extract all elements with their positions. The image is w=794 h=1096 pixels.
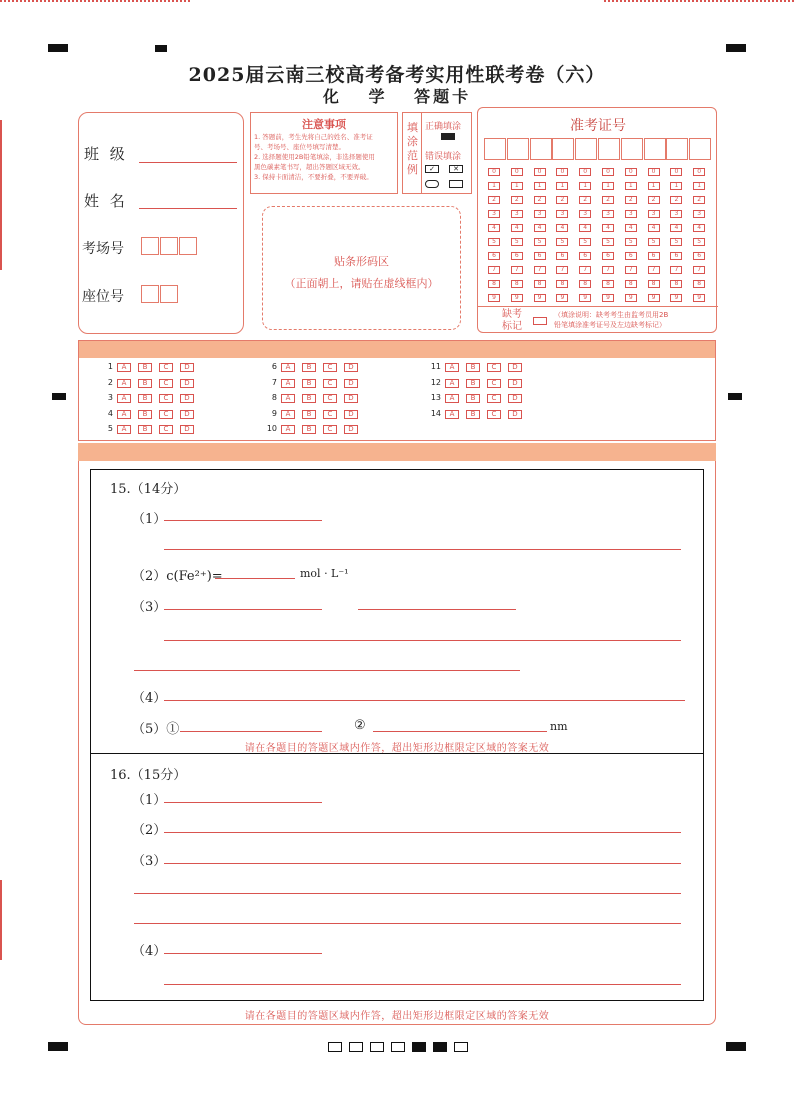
- mcq-option-bubble[interactable]: D: [508, 410, 522, 419]
- mcq-option-bubble[interactable]: A: [281, 379, 295, 388]
- admission-digit-bubble[interactable]: 8: [556, 280, 568, 288]
- wrong-fill-sample-strike: [425, 180, 439, 188]
- q16-part3-answer-line3[interactable]: [134, 923, 681, 924]
- admission-digit-bubble[interactable]: 9: [670, 294, 682, 302]
- mcq-option-bubble[interactable]: A: [117, 379, 131, 388]
- mcq-option-bubble[interactable]: D: [344, 363, 358, 372]
- admission-digit-bubble[interactable]: 5: [670, 238, 682, 246]
- admission-digit-bubble[interactable]: 1: [579, 182, 591, 190]
- mcq-option-bubble[interactable]: C: [323, 363, 337, 372]
- admission-number-cell[interactable]: [484, 138, 506, 160]
- room-digit-box[interactable]: [160, 237, 178, 255]
- q15-part2-unit: mol · L⁻¹: [300, 567, 349, 580]
- admission-digit-bubble[interactable]: 2: [556, 196, 568, 204]
- q16-part4-answer[interactable]: [164, 953, 322, 954]
- mcq-option-bubble[interactable]: C: [487, 363, 501, 372]
- mcq-option-bubble[interactable]: D: [344, 410, 358, 419]
- fill-example-label: 填涂范例: [407, 121, 418, 176]
- admission-digit-bubble[interactable]: 9: [579, 294, 591, 302]
- timing-mark: [48, 1042, 68, 1051]
- q15-part5-answer-b[interactable]: [373, 731, 547, 732]
- admission-digit-bubble[interactable]: 8: [511, 280, 523, 288]
- mcq-question-number: 10: [266, 424, 277, 433]
- page-marker: [412, 1042, 426, 1052]
- admission-digit-bubble[interactable]: 5: [648, 238, 660, 246]
- admission-digit-bubble[interactable]: 2: [670, 196, 682, 204]
- class-label: 班 级: [84, 145, 128, 163]
- free-response-header-band-fill: [78, 443, 716, 461]
- admission-digit-bubble[interactable]: 4: [556, 224, 568, 232]
- mcq-question-number: 9: [271, 408, 277, 418]
- absent-mark-label: 缺考标记: [502, 309, 522, 332]
- absent-note: 铅笔填涂准考证号及左边缺考标记）: [554, 321, 666, 329]
- admission-digit-bubble[interactable]: 3: [625, 210, 637, 218]
- admission-digit-bubble[interactable]: 8: [602, 280, 614, 288]
- mcq-option-bubble[interactable]: C: [323, 410, 337, 419]
- mcq-option-bubble[interactable]: C: [159, 363, 173, 372]
- admission-digit-bubble[interactable]: 3: [511, 210, 523, 218]
- admission-digit-bubble[interactable]: 6: [488, 252, 500, 260]
- admission-digit-bubble[interactable]: 5: [625, 238, 637, 246]
- mcq-option-bubble[interactable]: C: [323, 379, 337, 388]
- admission-digit-bubble[interactable]: 1: [625, 182, 637, 190]
- q15-part5-answer-a[interactable]: [180, 731, 322, 732]
- mcq-option-bubble[interactable]: D: [180, 394, 194, 403]
- admission-digit-bubble[interactable]: 1: [556, 182, 568, 190]
- mcq-question-number: 2: [107, 377, 113, 387]
- admission-digit-bubble[interactable]: 0: [511, 168, 523, 176]
- mcq-option-bubble[interactable]: D: [508, 363, 522, 372]
- mcq-option-bubble[interactable]: D: [508, 379, 522, 388]
- admission-digit-bubble[interactable]: 9: [511, 294, 523, 302]
- admission-digit-bubble[interactable]: 8: [693, 280, 705, 288]
- admission-digit-bubble[interactable]: 7: [602, 266, 614, 274]
- admission-digit-bubble[interactable]: 3: [488, 210, 500, 218]
- admission-digit-bubble[interactable]: 3: [648, 210, 660, 218]
- barcode-instruction: （正面朝上，请贴在虚线框内）: [284, 277, 439, 290]
- mcq-option-bubble[interactable]: B: [302, 394, 316, 403]
- admission-digit-bubble[interactable]: 8: [670, 280, 682, 288]
- admission-digit-bubble[interactable]: 4: [648, 224, 660, 232]
- admission-digit-bubble[interactable]: 7: [625, 266, 637, 274]
- room-digit-box[interactable]: [141, 237, 159, 255]
- answer-sheet-subtitle: 化 学 答题卡: [322, 87, 472, 106]
- q15-part1-answer[interactable]: [164, 520, 322, 521]
- admission-digit-bubble[interactable]: 3: [693, 210, 705, 218]
- mcq-option-bubble[interactable]: B: [138, 410, 152, 419]
- wrong-fill-sample-check: ✓: [425, 165, 439, 173]
- q15-part4-answer[interactable]: [164, 700, 685, 701]
- admission-digit-bubble[interactable]: 3: [602, 210, 614, 218]
- name-label: 姓 名: [84, 192, 128, 210]
- q15-part1-answer-line2[interactable]: [164, 549, 681, 550]
- question-16-title: 16.（15分）: [110, 768, 187, 783]
- notice-line: 3. 保持卡面清洁，不要折叠，不要弄破。: [254, 173, 373, 181]
- admission-digit-bubble[interactable]: 6: [556, 252, 568, 260]
- admission-digit-bubble[interactable]: 7: [670, 266, 682, 274]
- admission-number-cell[interactable]: [644, 138, 666, 160]
- left-edge-line: [0, 120, 2, 270]
- admission-digit-bubble[interactable]: 7: [556, 266, 568, 274]
- admission-digit-bubble[interactable]: 7: [648, 266, 660, 274]
- q15-part4-label: （4）: [132, 691, 167, 706]
- barcode-label: 贴条形码区: [334, 255, 389, 268]
- mcq-option-bubble[interactable]: D: [508, 394, 522, 403]
- mcq-question-number: 6: [271, 362, 277, 371]
- admission-digit-bubble[interactable]: 2: [488, 196, 500, 204]
- notice-box: [250, 112, 398, 194]
- admission-digit-bubble[interactable]: 6: [625, 252, 637, 260]
- mcq-option-bubble[interactable]: A: [117, 394, 131, 403]
- admission-digit-bubble[interactable]: 1: [670, 182, 682, 190]
- fill-example-box: [402, 112, 472, 194]
- admission-digit-bubble[interactable]: 9: [602, 294, 614, 302]
- admission-digit-bubble[interactable]: 9: [625, 294, 637, 302]
- admission-digit-bubble[interactable]: 0: [648, 168, 660, 176]
- top-right-dotted-border: [604, 0, 794, 2]
- seat-digit-box[interactable]: [141, 285, 159, 303]
- admission-digit-bubble[interactable]: 0: [670, 168, 682, 176]
- admission-digit-bubble[interactable]: 9: [488, 294, 500, 302]
- admission-number-cell[interactable]: [575, 138, 597, 160]
- mcq-option-bubble[interactable]: B: [302, 410, 316, 419]
- admission-digit-bubble[interactable]: 3: [670, 210, 682, 218]
- mcq-question-number: 11: [430, 362, 441, 371]
- admission-digit-bubble[interactable]: 6: [670, 252, 682, 260]
- mcq-option-bubble[interactable]: C: [487, 394, 501, 403]
- admission-digit-bubble[interactable]: 4: [693, 224, 705, 232]
- admission-digit-bubble[interactable]: 6: [693, 252, 705, 260]
- page-marker: [454, 1042, 468, 1052]
- admission-digit-bubble[interactable]: 7: [511, 266, 523, 274]
- admission-digit-bubble[interactable]: 0: [602, 168, 614, 176]
- admission-digit-bubble[interactable]: 8: [648, 280, 660, 288]
- admission-digit-bubble[interactable]: 3: [556, 210, 568, 218]
- mcq-option-bubble[interactable]: A: [117, 410, 131, 419]
- admission-digit-bubble[interactable]: 0: [693, 168, 705, 176]
- admission-digit-bubble[interactable]: 9: [693, 294, 705, 302]
- mcq-section: [78, 340, 716, 441]
- q16-part3-label: （3）: [132, 854, 167, 869]
- exam-title: 2025届云南三校高考备考实用性联考卷（六）: [188, 64, 606, 86]
- top-left-dotted-border: [0, 0, 190, 2]
- left-edge-line: [0, 880, 2, 960]
- wrong-fill-sample-cross: ✕: [449, 165, 463, 173]
- admission-digit-bubble[interactable]: 0: [534, 168, 546, 176]
- mcq-option-bubble[interactable]: C: [323, 425, 337, 434]
- admission-number-box: [477, 107, 717, 333]
- page-marker: [328, 1042, 342, 1052]
- admission-digit-bubble[interactable]: 7: [693, 266, 705, 274]
- admission-digit-bubble[interactable]: 2: [602, 196, 614, 204]
- admission-digit-bubble[interactable]: 0: [556, 168, 568, 176]
- admission-digit-bubble[interactable]: 1: [602, 182, 614, 190]
- mcq-option-bubble[interactable]: D: [344, 394, 358, 403]
- q15-part3-label: （3）: [132, 600, 167, 615]
- notice-line: 2. 选择题使用2B铅笔填涂，非选择题使用: [254, 153, 375, 161]
- mcq-option-bubble[interactable]: C: [159, 379, 173, 388]
- q15-part2-answer[interactable]: [215, 578, 295, 579]
- mcq-question-number: 7: [271, 377, 277, 387]
- admission-digit-bubble[interactable]: 2: [693, 196, 705, 204]
- q16-part4-label: （4）: [132, 944, 167, 959]
- seat-label: 座位号: [82, 289, 124, 305]
- timing-mark: [726, 1042, 746, 1051]
- mcq-option-bubble[interactable]: A: [281, 410, 295, 419]
- page-marker: [370, 1042, 384, 1052]
- mcq-option-bubble[interactable]: C: [487, 379, 501, 388]
- mcq-option-bubble[interactable]: D: [180, 425, 194, 434]
- mcq-option-bubble[interactable]: A: [281, 394, 295, 403]
- timing-mark: [52, 393, 66, 400]
- admission-digit-bubble[interactable]: 3: [579, 210, 591, 218]
- admission-digit-bubble[interactable]: 2: [648, 196, 660, 204]
- q15-part3-answer-line2[interactable]: [164, 640, 681, 641]
- mcq-option-bubble[interactable]: B: [302, 379, 316, 388]
- mcq-option-bubble[interactable]: B: [466, 379, 480, 388]
- q16-part3-answer-line2[interactable]: [134, 893, 681, 894]
- admission-number-cell[interactable]: [598, 138, 620, 160]
- mcq-option-bubble[interactable]: A: [117, 425, 131, 434]
- q15-part3-answer-line3[interactable]: [134, 670, 520, 671]
- admission-number-cell[interactable]: [552, 138, 574, 160]
- mcq-question-number: 5: [107, 424, 113, 433]
- notice-line: 1. 答题前，考生先将自己的姓名、准考证: [254, 133, 373, 141]
- mcq-option-bubble[interactable]: D: [180, 379, 194, 388]
- timing-mark: [728, 393, 742, 400]
- mcq-question-number: 3: [107, 393, 113, 402]
- admission-digit-bubble[interactable]: 7: [579, 266, 591, 274]
- admission-digit-bubble[interactable]: 2: [534, 196, 546, 204]
- q15-part5-label-b: ②: [354, 718, 366, 733]
- admission-digit-bubble[interactable]: 2: [579, 196, 591, 204]
- page-marker: [349, 1042, 363, 1052]
- admission-digit-bubble[interactable]: 5: [602, 238, 614, 246]
- mcq-option-bubble[interactable]: D: [180, 410, 194, 419]
- absent-mark-row: [478, 306, 718, 334]
- admission-digit-bubble[interactable]: 5: [534, 238, 546, 246]
- notice-line: 黑色碳素笔书写，超出答题区域无效。: [254, 163, 365, 171]
- notice-line: 号、考场号、座位号填写清楚。: [254, 143, 345, 151]
- admission-digit-bubble[interactable]: 6: [579, 252, 591, 260]
- mcq-option-bubble[interactable]: B: [302, 425, 316, 434]
- mcq-question-number: 4: [107, 408, 113, 418]
- q15-part5-label: （5）①: [132, 722, 180, 737]
- mcq-option-bubble[interactable]: C: [159, 394, 173, 403]
- timing-mark: [48, 44, 68, 52]
- admission-digit-bubble[interactable]: 4: [625, 224, 637, 232]
- mcq-option-bubble[interactable]: D: [344, 425, 358, 434]
- mcq-option-bubble[interactable]: A: [445, 363, 459, 372]
- admission-digit-bubble[interactable]: 6: [648, 252, 660, 260]
- admission-digit-bubble[interactable]: 0: [579, 168, 591, 176]
- admission-number-cell[interactable]: [507, 138, 529, 160]
- admission-digit-bubble[interactable]: 8: [534, 280, 546, 288]
- admission-digit-bubble[interactable]: 1: [648, 182, 660, 190]
- mcq-option-bubble[interactable]: B: [466, 394, 480, 403]
- admission-digit-bubble[interactable]: 4: [670, 224, 682, 232]
- mcq-option-bubble[interactable]: D: [180, 363, 194, 372]
- admission-digit-bubble[interactable]: 9: [556, 294, 568, 302]
- mcq-option-bubble[interactable]: A: [281, 363, 295, 372]
- admission-digit-bubble[interactable]: 0: [625, 168, 637, 176]
- admission-number-title: 准考证号: [570, 118, 626, 134]
- mcq-option-bubble[interactable]: A: [445, 410, 459, 419]
- mcq-option-bubble[interactable]: B: [466, 410, 480, 419]
- q16-part4-answer-line2[interactable]: [164, 984, 681, 985]
- admission-digit-bubble[interactable]: 6: [602, 252, 614, 260]
- q15-part3-answer-b[interactable]: [358, 609, 516, 610]
- admission-digit-bubble[interactable]: 8: [488, 280, 500, 288]
- admission-number-cell[interactable]: [666, 138, 688, 160]
- admission-digit-bubble[interactable]: 7: [534, 266, 546, 274]
- q16-part3-answer[interactable]: [164, 863, 681, 864]
- q15-part1-label: （1）: [132, 512, 167, 527]
- notice-title: 注意事项: [302, 118, 346, 131]
- q15-part5-unit: nm: [550, 720, 568, 733]
- seat-digit-box[interactable]: [160, 285, 178, 303]
- admission-number-cell[interactable]: [689, 138, 711, 160]
- admission-digit-bubble[interactable]: 1: [534, 182, 546, 190]
- admission-digit-bubble[interactable]: 6: [511, 252, 523, 260]
- q15-part2-label: （2）c(Fe²⁺)=: [132, 569, 223, 584]
- correct-fill-label: 正确填涂: [425, 122, 462, 132]
- class-field[interactable]: [139, 162, 237, 163]
- page-marker: [391, 1042, 405, 1052]
- admission-digit-bubble[interactable]: 6: [534, 252, 546, 260]
- mcq-option-bubble[interactable]: B: [138, 394, 152, 403]
- admission-digit-bubble[interactable]: 7: [488, 266, 500, 274]
- admission-digit-bubble[interactable]: 0: [488, 168, 500, 176]
- wrong-fill-sample-bar: [449, 180, 463, 188]
- page-marker: [433, 1042, 447, 1052]
- mcq-option-bubble[interactable]: A: [117, 363, 131, 372]
- admission-digit-bubble[interactable]: 9: [534, 294, 546, 302]
- mcq-option-bubble[interactable]: B: [138, 363, 152, 372]
- mcq-option-bubble[interactable]: C: [159, 425, 173, 434]
- q15-part3-answer-a[interactable]: [164, 609, 322, 610]
- room-label: 考场号: [82, 241, 124, 257]
- mcq-question-number: 13: [430, 393, 441, 402]
- mcq-option-bubble[interactable]: C: [487, 410, 501, 419]
- q16-part1-answer[interactable]: [164, 802, 322, 803]
- mcq-question-number: 8: [271, 393, 277, 402]
- admission-digit-bubble[interactable]: 4: [511, 224, 523, 232]
- mcq-question-number: 1: [107, 362, 113, 371]
- absent-mark-bubble[interactable]: [533, 317, 547, 325]
- admission-digit-bubble[interactable]: 8: [625, 280, 637, 288]
- mcq-option-bubble[interactable]: A: [281, 425, 295, 434]
- timing-mark: [726, 44, 746, 52]
- wrong-fill-label: 错误填涂: [425, 152, 462, 162]
- admission-digit-bubble[interactable]: 2: [511, 196, 523, 204]
- question-15-title: 15.（14分）: [110, 482, 187, 497]
- q16-part1-label: （1）: [132, 793, 167, 808]
- admission-digit-bubble[interactable]: 1: [511, 182, 523, 190]
- timing-mark: [155, 45, 167, 52]
- mcq-option-bubble[interactable]: C: [323, 394, 337, 403]
- admission-digit-bubble[interactable]: 4: [602, 224, 614, 232]
- room-digit-box[interactable]: [179, 237, 197, 255]
- mcq-option-bubble[interactable]: B: [302, 363, 316, 372]
- admission-digit-bubble[interactable]: 8: [579, 280, 591, 288]
- correct-fill-sample: [441, 133, 455, 140]
- name-field[interactable]: [139, 208, 237, 209]
- admission-digit-bubble[interactable]: 1: [488, 182, 500, 190]
- barcode-area: [262, 206, 461, 330]
- admission-digit-bubble[interactable]: 4: [534, 224, 546, 232]
- admission-digit-bubble[interactable]: 4: [579, 224, 591, 232]
- admission-digit-bubble[interactable]: 5: [579, 238, 591, 246]
- admission-digit-bubble[interactable]: 2: [625, 196, 637, 204]
- admission-digit-bubble[interactable]: 5: [556, 238, 568, 246]
- absent-note: （填涂说明：缺考考生由监考员用2B: [554, 311, 669, 319]
- answer-area-warning-bottom: 请在各题目的答题区域内作答，超出矩形边框限定区域的答案无效: [244, 1011, 550, 1022]
- mcq-option-bubble[interactable]: D: [344, 379, 358, 388]
- admission-digit-bubble[interactable]: 5: [693, 238, 705, 246]
- admission-number-cell[interactable]: [621, 138, 643, 160]
- admission-digit-bubble[interactable]: 4: [488, 224, 500, 232]
- mcq-option-bubble[interactable]: B: [138, 379, 152, 388]
- mcq-question-number: 12: [430, 377, 441, 387]
- mcq-option-bubble[interactable]: B: [138, 425, 152, 434]
- admission-digit-bubble[interactable]: 9: [648, 294, 660, 302]
- mcq-option-bubble[interactable]: C: [159, 410, 173, 419]
- admission-digit-bubble[interactable]: 3: [534, 210, 546, 218]
- admission-digit-bubble[interactable]: 1: [693, 182, 705, 190]
- admission-number-cell[interactable]: [530, 138, 552, 160]
- admission-digit-bubble[interactable]: 5: [488, 238, 500, 246]
- admission-digit-bubble[interactable]: 5: [511, 238, 523, 246]
- q16-part2-label: （2）: [132, 823, 167, 838]
- mcq-option-bubble[interactable]: A: [445, 394, 459, 403]
- answer-area-warning: 请在各题目的答题区域内作答，超出矩形边框限定区域的答案无效: [244, 743, 550, 754]
- mcq-option-bubble[interactable]: B: [466, 363, 480, 372]
- mcq-question-number: 14: [430, 408, 441, 418]
- q16-part2-answer[interactable]: [164, 832, 681, 833]
- mcq-option-bubble[interactable]: A: [445, 379, 459, 388]
